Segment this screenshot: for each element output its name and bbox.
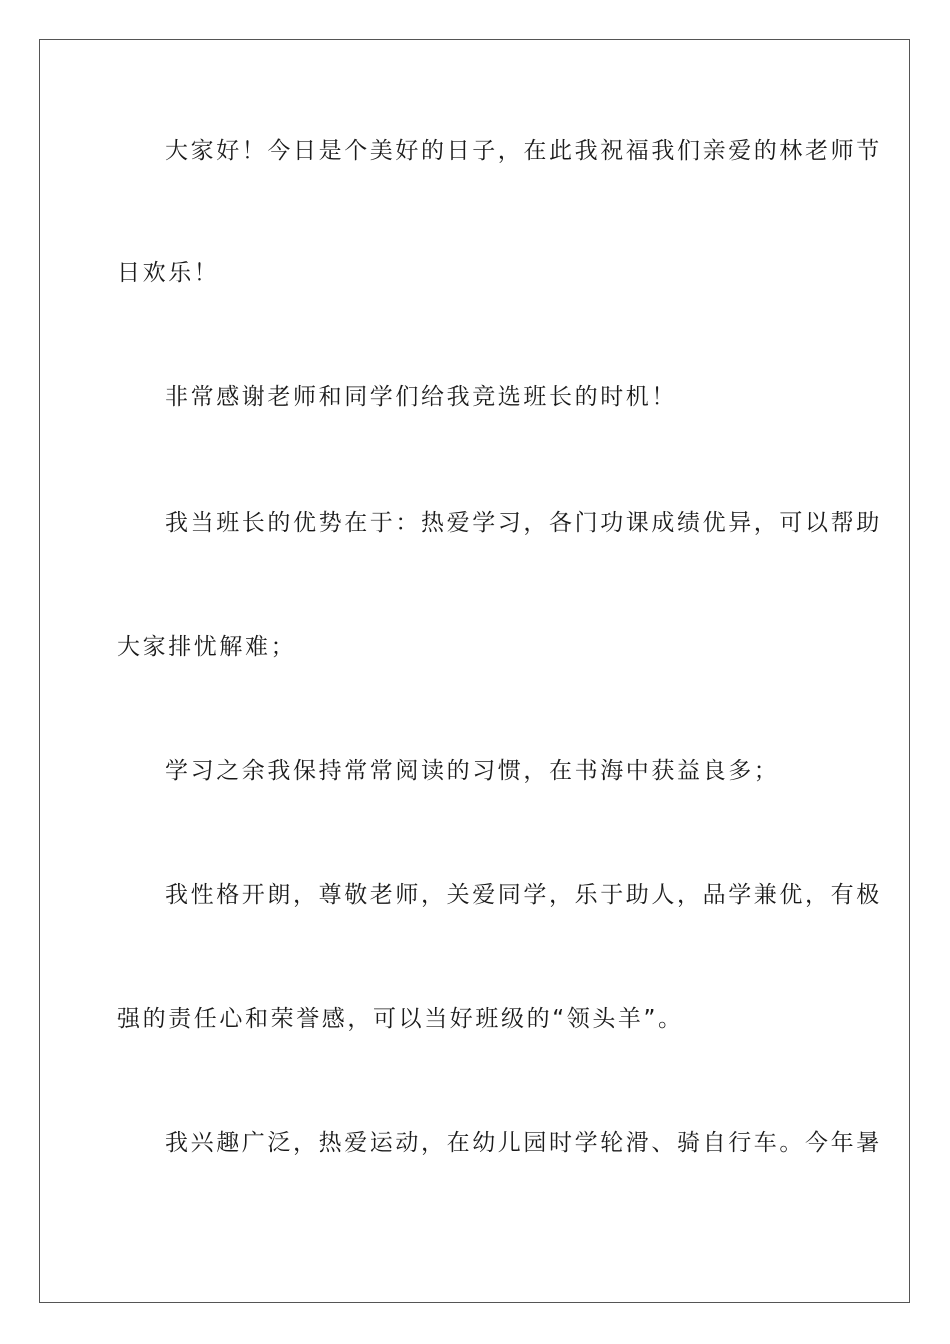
page-border [39, 39, 910, 1303]
paragraph-line: 强的责任心和荣誉感，可以当好班级的“领头羊”。 [117, 1006, 684, 1032]
paragraph-line: 学习之余我保持常常阅读的习惯，在书海中获益良多； [165, 758, 780, 784]
paragraph-line: 日欢乐！ [117, 260, 220, 286]
paragraph-line: 我性格开朗，尊敬老师，关爱同学，乐于助人，品学兼优，有极 [165, 882, 882, 908]
paragraph-line: 我当班长的优势在于：热爱学习，各门功课成绩优异，可以帮助 [165, 510, 882, 536]
paragraph-line: 我兴趣广泛，热爱运动，在幼儿园时学轮滑、骑自行车。今年暑 [165, 1130, 882, 1156]
paragraph-line: 非常感谢老师和同学们给我竞选班长的时机！ [165, 384, 677, 410]
paragraph-line: 大家排忧解难； [117, 634, 297, 660]
paragraph-line: 大家好！今日是个美好的日子，在此我祝福我们亲爱的林老师节 [165, 138, 882, 164]
